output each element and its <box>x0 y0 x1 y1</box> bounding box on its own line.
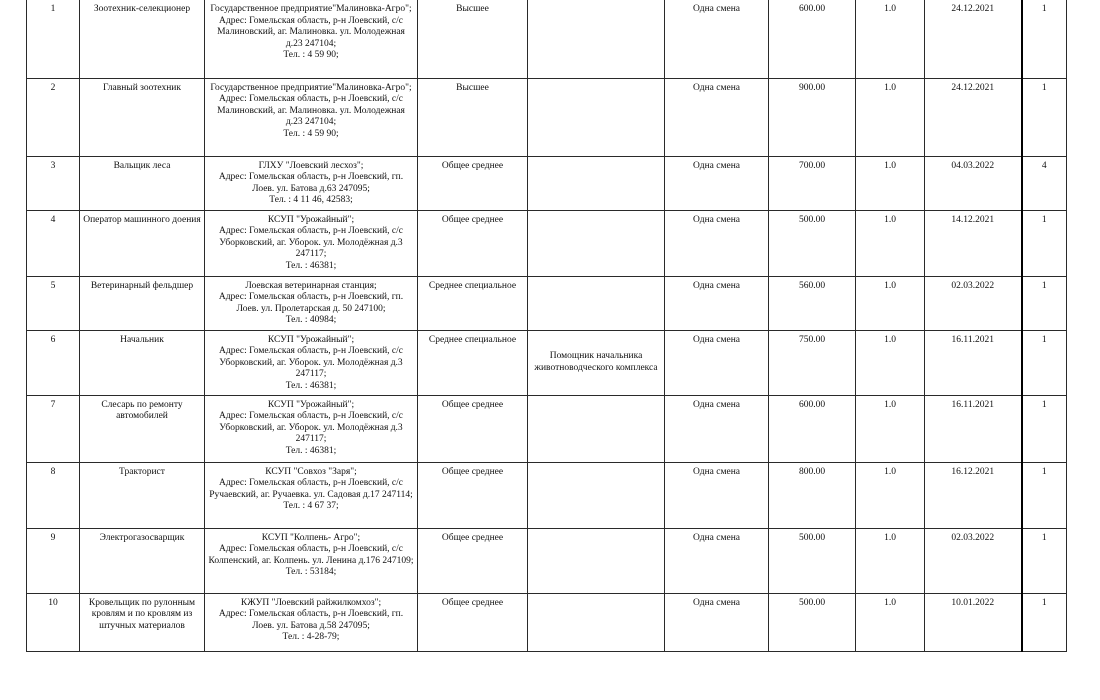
position-title: Тракторист <box>119 466 165 477</box>
work-schedule: Одна смена <box>693 334 740 345</box>
position-title: Электрогазосварщик <box>99 532 185 543</box>
date-cell <box>925 276 1022 330</box>
salary-value: 500.00 <box>798 214 826 225</box>
extra-info-cell <box>528 593 665 651</box>
row-number: 8 <box>50 466 56 477</box>
row-number: 1 <box>50 4 56 14</box>
education-level: Общее среднее <box>441 466 504 477</box>
employer-name: КСУП "Совхоз "Заря"; <box>265 466 357 477</box>
vacancy-date: 16.11.2021 <box>951 334 994 345</box>
employer-name: КЖУП "Лоевский райжилкомхоз"; <box>240 597 382 608</box>
position-title: Слесарь по ремонту автомобилей <box>101 399 183 422</box>
education-cell <box>418 210 528 276</box>
count-cell <box>1022 330 1067 395</box>
salary-value: 900.00 <box>798 82 826 93</box>
rate-cell <box>856 395 925 462</box>
position-title: Оператор машинного доения <box>83 214 201 225</box>
employer-address: Адрес: Гомельская область, р-н Лоевский, с/с Малиновский, аг. Малиновка. ул. Молодежная д.23 247104; <box>217 15 405 49</box>
count-cell <box>1022 78 1067 156</box>
row-number: 5 <box>50 280 56 291</box>
row-number: 7 <box>50 399 56 410</box>
employer-name: КСУП "Урожайный"; <box>267 334 355 345</box>
employer-address: Адрес: Гомельская область, р-н Лоевский, с/с Уборковский, аг. Уборок. ул. Молодёжная д.3 247117; <box>219 226 403 260</box>
rate-value: 1.0 <box>884 466 896 477</box>
vacancy-date: 14.12.2021 <box>951 214 995 225</box>
work-schedule: Одна смена <box>693 4 740 14</box>
employer-phone: Тел. : 4 11 46, 42583; <box>269 195 353 206</box>
salary-cell <box>769 395 856 462</box>
schedule-cell <box>665 462 769 528</box>
extra-info-cell <box>528 210 665 276</box>
employer-address: Адрес: Гомельская область, р-н Лоевский, с/с Ручаевский, аг. Ручаевка. ул. Садовая д.17 247114; <box>209 478 413 500</box>
date-cell <box>925 462 1022 528</box>
work-schedule: Одна смена <box>693 280 740 291</box>
rate-cell <box>856 0 925 78</box>
education-level: Общее среднее <box>441 532 504 543</box>
employer-address: Адрес: Гомельская область, р-н Лоевский, гп. Лоев. ул. Батова д.63 247095; <box>218 172 404 194</box>
work-schedule: Одна смена <box>693 82 740 93</box>
position-title: Вальщик леса <box>113 160 171 171</box>
position-cell <box>80 156 205 210</box>
schedule-cell <box>665 78 769 156</box>
count-cell <box>1022 462 1067 528</box>
vacancy-date: 16.11.2021 <box>951 399 994 410</box>
row-number: 6 <box>50 334 56 345</box>
date-cell <box>925 78 1022 156</box>
employer-phone: Тел. : 40984; <box>285 315 337 326</box>
vacancy-date: 02.03.2022 <box>951 280 995 291</box>
vacancy-count: 1 <box>1041 214 1047 225</box>
work-schedule: Одна смена <box>693 160 740 171</box>
employer-cell <box>205 593 418 651</box>
rate-cell <box>856 276 925 330</box>
row-number-cell <box>27 395 80 462</box>
schedule-cell <box>665 593 769 651</box>
row-number-cell <box>27 78 80 156</box>
education-level: Общее среднее <box>441 160 504 171</box>
table-body <box>27 0 1067 651</box>
row-number-cell <box>27 210 80 276</box>
work-schedule: Одна смена <box>693 532 740 543</box>
vacancy-date: 02.03.2022 <box>951 532 995 543</box>
employer-cell <box>205 0 418 78</box>
extra-info-cell <box>528 78 665 156</box>
rate-cell <box>856 593 925 651</box>
salary-cell <box>769 330 856 395</box>
table-row <box>27 0 1067 78</box>
table-row <box>27 78 1067 156</box>
employer-cell <box>205 210 418 276</box>
employer-address: Адрес: Гомельская область, р-н Лоевский, с/с Уборковский, аг. Уборок. ул. Молодёжная д.3 247117; <box>219 411 403 445</box>
employer-phone: Тел. : 46381; <box>285 380 337 391</box>
rate-value: 1.0 <box>884 597 896 608</box>
rate-value: 1.0 <box>884 334 896 345</box>
employer-phone: Тел. : 46381; <box>285 445 337 456</box>
education-cell <box>418 330 528 395</box>
salary-cell <box>769 78 856 156</box>
education-cell <box>418 593 528 651</box>
vacancy-count: 1 <box>1041 399 1047 410</box>
schedule-cell <box>665 395 769 462</box>
education-level: Высшее <box>456 4 489 14</box>
employer-name: КСУП "Урожайный"; <box>267 214 355 225</box>
count-cell <box>1022 210 1067 276</box>
salary-cell <box>769 593 856 651</box>
education-cell <box>418 462 528 528</box>
employer-address: Адрес: Гомельская область, р-н Лоевский, гп. Лоев. ул. Пролетарская д. 50 247100; <box>218 292 404 314</box>
rate-cell <box>856 78 925 156</box>
rate-value: 1.0 <box>884 4 896 14</box>
employer-cell <box>205 462 418 528</box>
education-cell <box>418 395 528 462</box>
vacancy-date: 24.12.2021 <box>951 4 995 14</box>
salary-value: 600.00 <box>798 399 826 410</box>
work-schedule: Одна смена <box>693 466 740 477</box>
rate-cell <box>856 330 925 395</box>
extra-info-cell <box>528 330 665 395</box>
row-number-cell <box>27 462 80 528</box>
position-cell <box>80 593 205 651</box>
table-row <box>27 593 1067 651</box>
rate-value: 1.0 <box>884 280 896 291</box>
count-cell <box>1022 528 1067 593</box>
education-level: Общее среднее <box>441 597 504 608</box>
education-level: Высшее <box>456 82 489 93</box>
extra-info: Помощник начальника животноводческого комплекса <box>534 350 658 373</box>
position-cell <box>80 0 205 78</box>
schedule-cell <box>665 156 769 210</box>
row-number: 10 <box>48 597 58 608</box>
salary-cell <box>769 528 856 593</box>
row-number-cell <box>27 330 80 395</box>
education-level: Общее среднее <box>441 214 504 225</box>
employer-cell <box>205 528 418 593</box>
rate-value: 1.0 <box>884 214 896 225</box>
extra-info-cell <box>528 462 665 528</box>
salary-value: 800.00 <box>798 466 826 477</box>
date-cell <box>925 210 1022 276</box>
vacancy-date: 04.03.2022 <box>951 160 995 171</box>
education-level: Среднее специальное <box>428 334 517 345</box>
vacancy-count: 1 <box>1041 532 1047 543</box>
rate-cell <box>856 462 925 528</box>
salary-cell <box>769 276 856 330</box>
table-row <box>27 276 1067 330</box>
schedule-cell <box>665 0 769 78</box>
vacancy-count: 1 <box>1041 466 1047 477</box>
employer-address: Адрес: Гомельская область, р-н Лоевский, с/с Колпенский, аг. Колпень. ул. Ленина д.176 247109; <box>208 544 414 566</box>
extra-info-cell <box>528 276 665 330</box>
salary-value: 600.00 <box>798 4 826 14</box>
count-cell <box>1022 156 1067 210</box>
schedule-cell <box>665 210 769 276</box>
position-title: Кровельщик по рулонным кровлям и по кровлям из штучных материалов <box>88 597 196 631</box>
education-cell <box>418 276 528 330</box>
employer-name: Государственное предприятие"Малиновка-Агро"; <box>210 4 412 14</box>
row-number-cell <box>27 528 80 593</box>
employer-phone: Тел. : 4 67 37; <box>283 501 339 512</box>
date-cell <box>925 528 1022 593</box>
employer-name: КСУП "Урожайный"; <box>267 399 355 410</box>
table-row <box>27 395 1067 462</box>
row-number-cell <box>27 0 80 78</box>
salary-cell <box>769 462 856 528</box>
vacancy-count: 1 <box>1041 334 1047 345</box>
position-title: Начальник <box>120 334 164 345</box>
education-cell <box>418 0 528 78</box>
rate-value: 1.0 <box>884 399 896 410</box>
employer-address: Адрес: Гомельская область, р-н Лоевский, с/с Малиновский, аг. Малиновка. ул. Молодежная д.23 247104; <box>217 94 405 128</box>
row-number: 3 <box>50 160 56 171</box>
employer-name: ГЛХУ "Лоевский лесхоз"; <box>258 160 364 171</box>
row-number: 9 <box>50 532 56 543</box>
table-row <box>27 210 1067 276</box>
vacancy-date: 16.12.2021 <box>951 466 995 477</box>
date-cell <box>925 156 1022 210</box>
work-schedule: Одна смена <box>693 399 740 410</box>
employer-phone: Тел. : 46381; <box>285 260 337 271</box>
schedule-cell <box>665 528 769 593</box>
education-cell <box>418 78 528 156</box>
position-cell <box>80 528 205 593</box>
position-cell <box>80 276 205 330</box>
employer-name: Лоевская ветеринарная станция; <box>245 280 377 291</box>
work-schedule: Одна смена <box>693 214 740 225</box>
date-cell <box>925 593 1022 651</box>
rate-cell <box>856 156 925 210</box>
row-number-cell <box>27 593 80 651</box>
position-title: Зоотехник-селекционер <box>93 4 191 14</box>
employer-cell <box>205 276 418 330</box>
position-cell <box>80 462 205 528</box>
employer-cell <box>205 156 418 210</box>
extra-info-cell <box>528 156 665 210</box>
rate-value: 1.0 <box>884 160 896 171</box>
vacancy-count: 1 <box>1041 4 1047 14</box>
vacancy-count: 1 <box>1041 280 1047 291</box>
date-cell <box>925 395 1022 462</box>
employer-address: Адрес: Гомельская область, р-н Лоевский, гп. Лоев. ул. Батова д.58 247095; <box>218 609 404 631</box>
employer-cell <box>205 395 418 462</box>
employer-address: Адрес: Гомельская область, р-н Лоевский, с/с Уборковский, аг. Уборок. ул. Молодёжная д.3 247117; <box>219 346 403 380</box>
education-level: Общее среднее <box>441 399 504 410</box>
employer-cell <box>205 330 418 395</box>
employer-name: Государственное предприятие"Малиновка-Агро"; <box>210 82 412 93</box>
vacancy-count: 1 <box>1041 597 1047 608</box>
position-cell <box>80 395 205 462</box>
employer-phone: Тел. : 53184; <box>285 567 337 578</box>
count-cell <box>1022 0 1067 78</box>
salary-cell <box>769 210 856 276</box>
education-cell <box>418 156 528 210</box>
rate-cell <box>856 528 925 593</box>
employer-phone: Тел. : 4-28-79; <box>282 632 340 643</box>
employer-phone: Тел. : 4 59 90; <box>283 50 339 61</box>
rate-cell <box>856 210 925 276</box>
table-row <box>27 462 1067 528</box>
position-title: Ветеринарный фельдшер <box>90 280 194 291</box>
employer-cell <box>205 78 418 156</box>
salary-cell <box>769 156 856 210</box>
row-number-cell <box>27 276 80 330</box>
count-cell <box>1022 593 1067 651</box>
rate-value: 1.0 <box>884 82 896 93</box>
position-title: Главный зоотехник <box>103 82 181 93</box>
row-number: 2 <box>50 82 56 93</box>
extra-info-cell <box>528 528 665 593</box>
position-cell <box>80 78 205 156</box>
table-row <box>27 156 1067 210</box>
extra-info-cell <box>528 395 665 462</box>
vacancy-date: 10.01.2022 <box>951 597 995 608</box>
table-row <box>27 330 1067 395</box>
position-cell <box>80 210 205 276</box>
employer-phone: Тел. : 4 59 90; <box>283 128 339 139</box>
schedule-cell <box>665 330 769 395</box>
education-cell <box>418 528 528 593</box>
date-cell <box>925 330 1022 395</box>
employer-name: КСУП "Колпень- Агро"; <box>261 532 361 543</box>
salary-value: 500.00 <box>798 597 826 608</box>
vacancy-count: 1 <box>1041 82 1047 93</box>
rate-value: 1.0 <box>884 532 896 543</box>
date-cell <box>925 0 1022 78</box>
count-cell <box>1022 276 1067 330</box>
education-level: Среднее специальное <box>428 280 517 291</box>
vacancy-count: 4 <box>1041 160 1047 171</box>
position-cell <box>80 330 205 395</box>
schedule-cell <box>665 276 769 330</box>
row-number: 4 <box>50 214 56 225</box>
salary-cell <box>769 0 856 78</box>
salary-value: 560.00 <box>798 280 826 291</box>
vacancy-date: 24.12.2021 <box>951 82 995 93</box>
work-schedule: Одна смена <box>693 597 740 608</box>
extra-info-cell <box>528 0 665 78</box>
vacancies-table <box>26 0 1067 652</box>
row-number-cell <box>27 156 80 210</box>
salary-value: 750.00 <box>798 334 826 345</box>
table-row <box>27 528 1067 593</box>
count-cell <box>1022 395 1067 462</box>
salary-value: 500.00 <box>798 532 826 543</box>
salary-value: 700.00 <box>798 160 826 171</box>
